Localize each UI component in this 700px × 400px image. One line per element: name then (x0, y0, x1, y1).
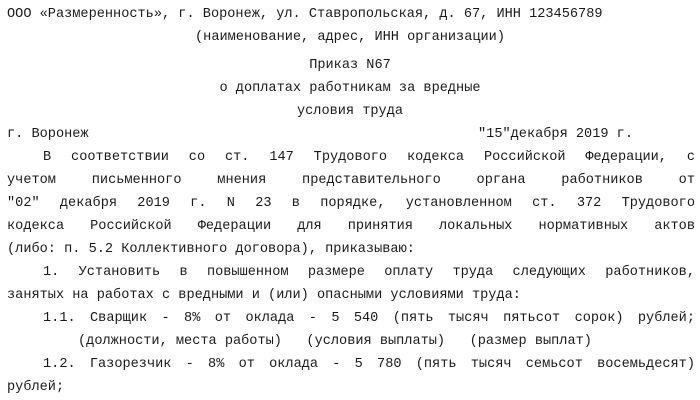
item-1-1-caption: (должности, места работы) (условия выплаты) (размер выплат) (78, 334, 592, 349)
organization-caption: (наименование, адрес, ИНН организации) (195, 30, 505, 45)
item-1-1: 1.1. Сварщик - 8% от оклада - 5 540 (пять тысяч пятьсот сорок) рублей; (43, 311, 695, 326)
order-subject-line-1: о доплатах работникам за вредные (219, 81, 481, 96)
preamble-line-3: "02" декабря 2019 г. N 23 в порядке, установленном ст. 372 Трудового (7, 196, 695, 211)
order-date: "15"декабря 2019 г. (478, 127, 633, 142)
item-1-line-2: занятых на работах с вредными и (или) опасными условиями труда: (7, 288, 521, 303)
item-1-2-line-2: рублей; (7, 380, 65, 395)
order-title: Приказ N67 (309, 58, 391, 73)
preamble-line-4: кодекса Российской Федерации для принятия локальных нормативных актов (7, 219, 695, 234)
order-city: г. Воронеж (7, 127, 89, 142)
organization-header: ООО «Размеренность», г. Воронеж, ул. Ставропольская, д. 67, ИНН 123456789 (7, 7, 603, 22)
item-1-2-line-1: 1.2. Газорезчик - 8% от оклада - 5 780 (пять тысяч семьсот восемьдесят) (43, 357, 695, 372)
preamble-line-2: учетом письменного мнения представительного органа работников от (7, 173, 695, 188)
preamble-line-1: В соответствии со ст. 147 Трудового кодекса Российской Федерации, с (43, 150, 695, 165)
order-subject-line-2: условия труда (296, 104, 404, 119)
preamble-line-5: (либо: п. 5.2 Коллективного договора), приказываю: (7, 242, 415, 257)
item-1-line-1: 1. Установить в повышенном размере оплату труда следующих работников, (43, 265, 695, 280)
